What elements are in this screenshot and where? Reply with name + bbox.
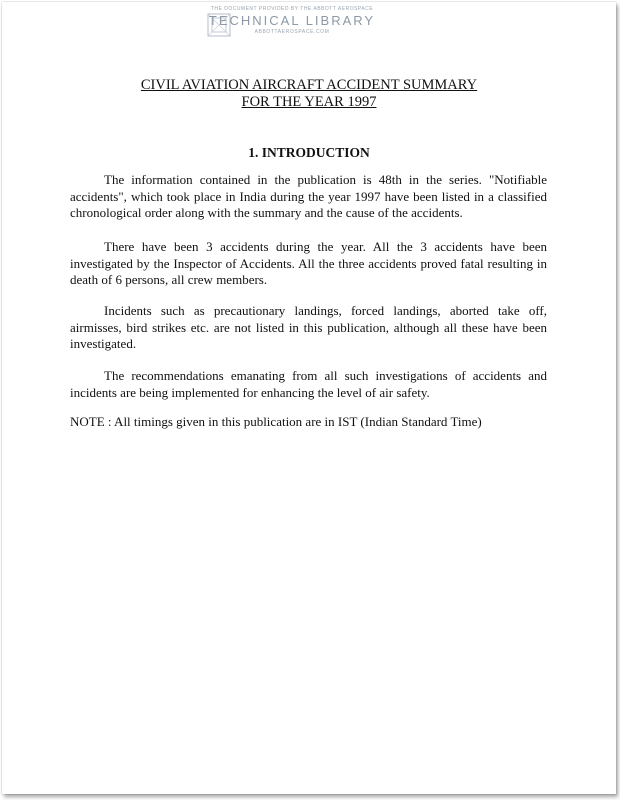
paragraph-3: Incidents such as precautionary landings, forced landings, aborted take off, airmisses, bird strikes etc. are not listed in this publication, although all these have been investigated.	[70, 303, 547, 351]
section-heading: 1. INTRODUCTION	[248, 145, 370, 160]
paragraph-4: The recommendations emanating from all such investigations of accidents and incidents are being implemented for enhancing the level of air safety.	[70, 368, 547, 400]
watermark-top-line: THE DOCUMENT PROVIDED BY THE ABBOTT AEROSPACE	[210, 6, 374, 12]
timing-note: NOTE : All timings given in this publication are in IST (Indian Standard Time)	[70, 414, 482, 429]
title-line-2: FOR THE YEAR 1997	[241, 94, 377, 110]
document-page	[2, 2, 616, 794]
technical-library-watermark	[202, 4, 382, 42]
watermark-url: ABBOTTAEROSPACE.COM	[254, 29, 330, 35]
watermark-main-text: TECHNICAL LIBRARY	[208, 13, 376, 28]
document-title	[2, 77, 616, 111]
paragraph-2: There have been 3 accidents during the year. All the 3 accidents have been investigated by the Inspector of Accidents. All the three accidents proved fatal resulting in death of 6 persons, all crew members.	[70, 239, 547, 287]
paragraph-1: The information contained in the publication is 48th in the series. "Notifiable accidents", which took place in India during the year 1997 have been listed in a classified chronological order along with the summary and the cause of the accidents.	[70, 172, 547, 220]
title-line-1: CIVIL AVIATION AIRCRAFT ACCIDENT SUMMARY	[140, 77, 478, 93]
